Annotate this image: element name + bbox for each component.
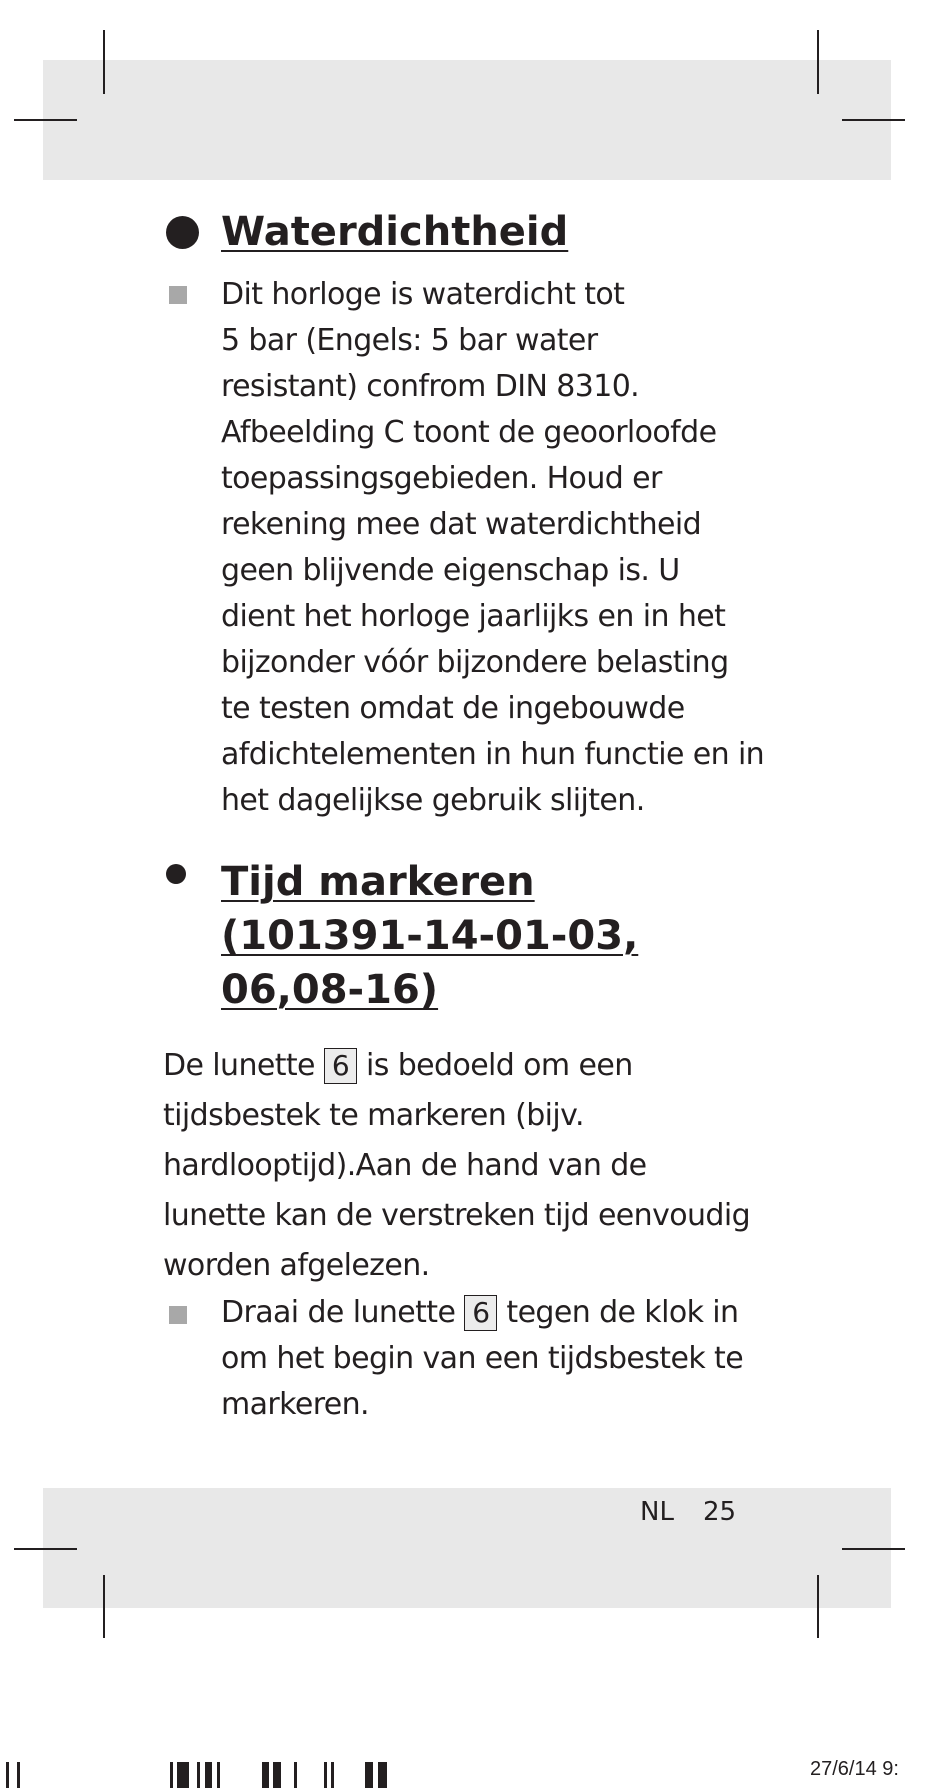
crop-mark xyxy=(103,1575,105,1638)
paragraph-waterdichtheid: Dit horloge is waterdicht tot 5 bar (Engels: 5 bar water resistant) confrom DIN 8310. Afbeelding C toont de geoorloofde toepassingsgebieden. Houd er rekening mee dat waterdichtheid geen blijvende eigenschap is. U dient het horloge jaarlijks en in het bijzonder vóór bijzondere belasting te testen omdat de ingebouwde afdichtelementen in hun functie en in het dagelijkse gebruik slijten. xyxy=(221,277,765,818)
page-number: 25 xyxy=(703,1497,737,1527)
crop-mark xyxy=(842,1548,905,1550)
heading-bullet-icon xyxy=(166,216,199,249)
crop-mark xyxy=(817,30,819,94)
heading-bullet-icon xyxy=(166,864,186,884)
crop-mark xyxy=(842,119,905,121)
header-band xyxy=(43,60,891,180)
part-reference-6: 6 xyxy=(464,1295,497,1331)
paragraph-lunette-intro: De lunette 6 is bedoeld om een tijdsbestek te markeren (bijv. hardlooptijd).Aan de hand van de lunette kan de verstreken tijd eenvoudig worden afgelezen. xyxy=(163,1048,751,1283)
list-bullet-icon xyxy=(169,1306,187,1324)
paragraph-lunette-step: Draai de lunette 6 tegen de klok in om het begin van een tijdsbestek te markeren. xyxy=(221,1295,744,1422)
footer-language: NL xyxy=(640,1497,674,1527)
crop-mark xyxy=(14,119,77,121)
part-reference-6: 6 xyxy=(324,1048,357,1084)
footer-band xyxy=(43,1488,891,1608)
crop-mark xyxy=(817,1575,819,1638)
section-heading-tijd-markeren: Tijd markeren (101391-14-01-03, 06,08-16) xyxy=(221,859,639,1013)
crop-mark xyxy=(103,30,105,94)
list-bullet-icon xyxy=(169,286,187,304)
print-barcode xyxy=(0,1762,420,1788)
print-date-stamp: 27/6/14 9: xyxy=(810,1758,899,1780)
crop-mark xyxy=(14,1548,77,1550)
section-heading-waterdichtheid: Waterdichtheid xyxy=(221,209,569,255)
